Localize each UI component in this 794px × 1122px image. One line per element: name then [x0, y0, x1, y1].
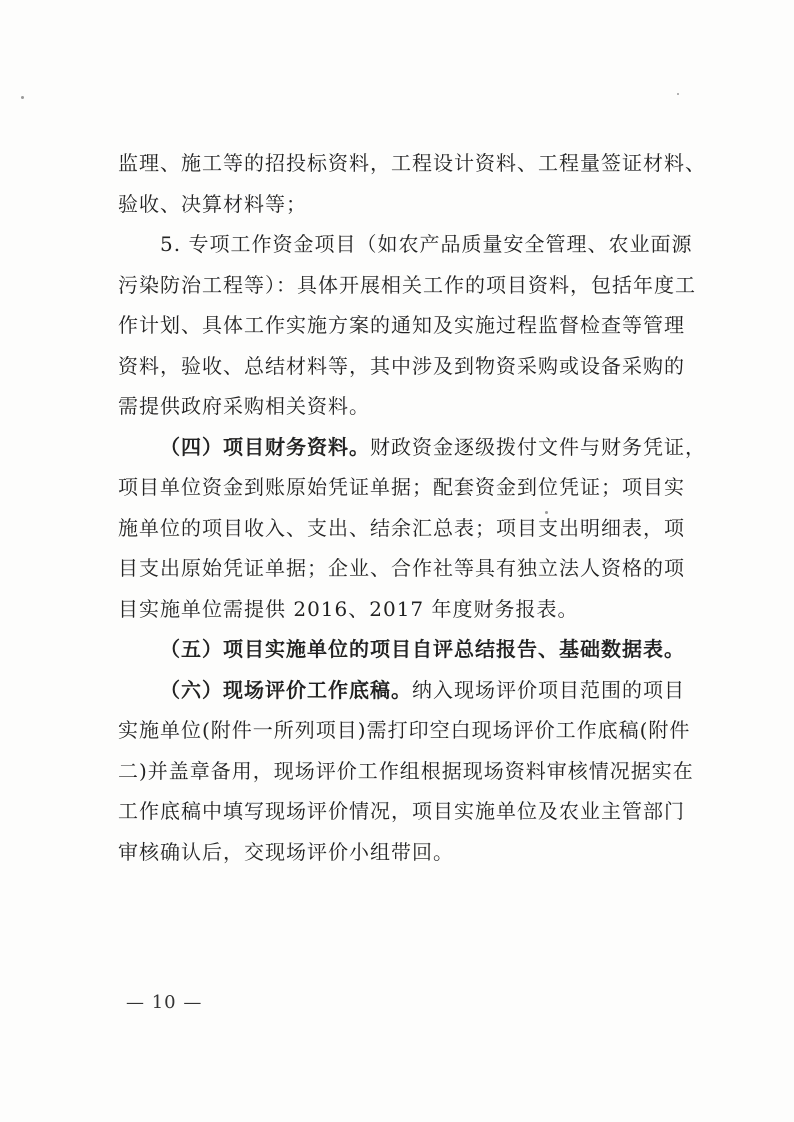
paragraph-financial-materials — [118, 427, 704, 630]
paragraph-field-evaluation — [118, 670, 704, 873]
text-line: 目支出原始凭证单据；企业、合作社等具有独立法人资格的项 — [118, 556, 685, 580]
paragraph-special-funds — [118, 224, 704, 427]
text-line — [118, 427, 704, 468]
body-text — [118, 143, 704, 872]
text-line: 污染防治工程等）：具体开展相关工作的项目资料，包括年度工 — [118, 272, 696, 297]
scan-speck — [21, 96, 24, 99]
paragraph-self-evaluation — [118, 629, 704, 670]
text-line: 项目单位资金到账原始凭证单据；配套资金到位凭证；项目实 — [118, 475, 685, 499]
text-line: 二)并盖章备用，现场评价工作组根据现场资料审核情况据实在 — [118, 758, 694, 783]
scan-speck — [677, 93, 679, 95]
paragraph-continuation — [118, 143, 704, 224]
text-line: 监理、施工等的招投标资料，工程设计资料、工程量签证材料、 — [118, 151, 706, 175]
text-run: 财政资金逐级拨付文件与财务凭证， — [370, 434, 706, 459]
text-line: 验收、决算材料等； — [118, 191, 307, 216]
text-line: 资料，验收、总结材料等，其中涉及到物资采购或设备采购的 — [118, 353, 685, 378]
text-line: 需提供政府采购相关资料。 — [118, 394, 370, 418]
text-line — [118, 670, 704, 711]
page-number: — 10 — — [126, 992, 203, 1013]
text-run: 纳入现场评价项目范围的项目 — [412, 677, 685, 702]
text-line — [118, 629, 704, 670]
text-line: 审核确认后，交现场评价小组带回。 — [118, 839, 454, 864]
text-line: 作计划、具体工作实施方案的通知及实施过程监督检查等管理 — [118, 313, 685, 337]
text-line: 目实施单位需提供 2016、2017 年度财务报表。 — [118, 596, 579, 621]
text-line: 施单位的项目收入、支出、结余汇总表；项目支出明细表，项 — [118, 515, 685, 540]
text-line: 工作底稿中填写现场评价情况，项目实施单位及农业主管部门 — [118, 799, 685, 823]
text-line: 5. 专项工作资金项目（如农产品质量安全管理、农业面源 — [160, 232, 693, 256]
section-heading: （六）现场评价工作底稿。 — [160, 677, 412, 702]
text-line: 实施单位(附件一所列项目)需打印空白现场评价工作底稿(附件 — [118, 718, 691, 742]
section-heading: （五）项目实施单位的项目自评总结报告、基础数据表。 — [160, 637, 685, 661]
section-heading: （四）项目财务资料。 — [160, 434, 370, 459]
